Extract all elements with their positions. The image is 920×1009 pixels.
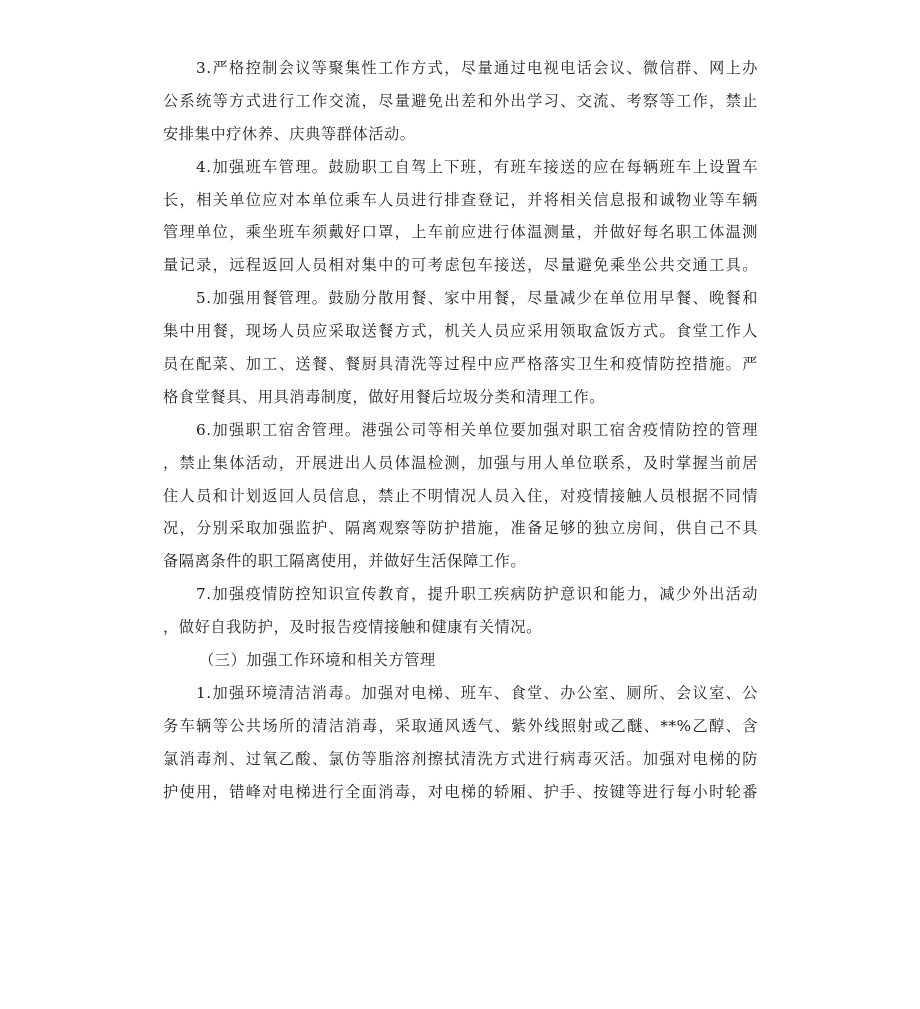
text-line: 3.严格控制会议等聚集性工作方式，尽量通过电视电话会议、微信群、网上办 [196,59,758,77]
paragraph-item-7 [163,578,758,644]
text-line: 5.加强用餐管理。鼓励分散用餐、家中用餐，尽量减少在单位用早餐、晚餐和 [196,289,758,308]
text-line: 况，分别采取加强监护、隔离观察等防护措施，准备足够的独立房间，供自己不具 [163,519,758,538]
text-line: 管理单位，乘坐班车须戴好口罩，上车前应进行体温测量，并做好每名职工体温测 [163,223,758,242]
text-line: 1.加强环境清洁消毒。加强对电梯、班车、食堂、办公室、厕所、会议室、公 [196,683,758,702]
text-line: ，做好自我防护，及时报告疫情接触和健康有关情况。 [163,618,542,637]
text-line: 公系统等方式进行工作交流，尽量避免出差和外出学习、交流、考察等工作，禁止 [163,91,758,110]
text-line: 集中用餐，现场人员应采取送餐方式，机关人员应采用领取盒饭方式。食堂工作人 [163,322,758,341]
text-line: 护使用，错峰对电梯进行全面消毒，对电梯的轿厢、护手、按键等进行每小时轮番 [163,782,758,801]
text-line: 6.加强职工宿舍管理。港强公司等相关单位要加强对职工宿舍疫情防控的管理 [196,420,758,439]
section-heading: （三）加强工作环境和相关方管理 [199,651,436,670]
text-line: 格食堂餐具、用具消毒制度，做好用餐后垃圾分类和清理工作。 [163,387,606,406]
text-line: ，禁止集体活动，开展进出人员体温检测，加强与用人单位联系，及时掌握当前居 [163,453,758,472]
paragraph-item-6 [163,414,758,578]
paragraph-section-item-1 [163,677,758,809]
paragraph-item-5 [163,282,758,414]
text-line: 安排集中疗休养、庆典等群体活动。 [163,124,416,143]
paragraph-item-3 [163,52,758,151]
text-line: 4.加强班车管理。鼓励职工自驾上下班，有班车接送的应在每辆班车上设置车 [196,157,758,176]
text-line: 氯消毒剂、过氧乙酸、氯仿等脂溶剂擦拭清洗方式进行病毒灭活。加强对电梯的防 [163,749,758,768]
paragraph-item-4 [163,151,758,283]
text-line: 员在配菜、加工、送餐、餐厨具清洗等过程中应严格落实卫生和疫情防控措施。严 [163,355,758,374]
text-line: 长，相关单位应对本单位乘车人员进行排查登记，并将相关信息报和诚物业等车辆 [163,190,758,209]
text-line: 备隔离条件的职工隔离使用，并做好生活保障工作。 [163,552,527,571]
text-line: 7.加强疫情防控知识宣传教育，提升职工疾病防护意识和能力，减少外出活动 [196,585,758,604]
text-line: 务车辆等公共场所的清洁消毒，采取通风透气、紫外线照射或乙醚、**%乙醇、含 [163,716,758,735]
document-body [163,52,758,808]
text-line: 量记录，远程返回人员相对集中的可考虑包车接送，尽量避免乘坐公共交通工具。 [163,256,758,275]
text-line: 住人员和计划返回人员信息，禁止不明情况人员入住，对疫情接触人员根据不同情 [163,486,758,505]
